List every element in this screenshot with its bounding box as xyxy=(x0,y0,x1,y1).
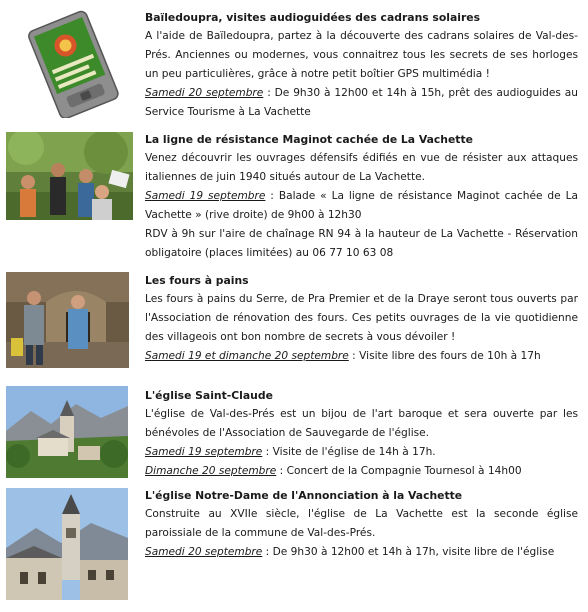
event-title: La ligne de résistance Maginot cachée de La Vachette xyxy=(145,133,473,146)
event-description: Les fours à pains du Serre, de Pra Premier et de la Draye seront tous ouverts par l'Association de rénovation des fours. Ces petits ouvrages de la vie quotidienne des villageois ont bon nombre de secrets à vous dévoiler ! xyxy=(145,293,578,343)
notre-dame-church-photo xyxy=(6,488,128,600)
bread-oven-photo xyxy=(6,272,129,368)
event-schedule-text: Visite de l'église de 14h à 17h. xyxy=(272,446,436,458)
event-description: Venez découvrir les ouvrages défensifs édifiés en vue de résister aux attaques italiennes de juin 1940 situés autour de La Vachette. xyxy=(145,152,578,183)
event-description: A l'aide de Baïledoupra, partez à la découverte des cadrans solaires de Val-des-Prés. Anciennes ou modernes, vous connaitrez tous les secrets de ses horloges un peu particulières, grâce à notre petit boîtier GPS multimédia ! xyxy=(145,30,578,80)
event-schedule: Samedi 20 septembre : De 9h30 à 12h00 et 14h à 15h, prêt des audioguides au Service Tourisme à La Vachette xyxy=(145,87,578,118)
event-date: Samedi 20 septembre xyxy=(145,546,263,558)
event-meeting-info: RDV à 9h sur l'aire de chaînage RN 94 à la hauteur de La Vachette - Réservation obligatoire (places limitées) au 06 77 10 63 08 xyxy=(145,228,578,259)
event-date: Samedi 19 septembre xyxy=(145,446,263,458)
event-description: L'église de Val-des-Prés est un bijou de l'art baroque et sera ouverte par les bénévoles de l'Association de Sauvegarde de l'église. xyxy=(145,408,578,439)
event-description: Construite au XVIIe siècle, l'église de La Vachette est la seconde église paroissiale de la commune de Val-des-Prés. xyxy=(145,508,578,539)
event-schedule: Samedi 19 septembre : Balade « La ligne de résistance Maginot cachée de La Vachette » (rive droite) de 9h00 à 12h30 xyxy=(145,190,578,221)
event-schedule-text: Balade « La ligne de résistance Maginot cachée de La Vachette » (rive droite) de 9h00 à 12h30 xyxy=(145,190,578,221)
event-schedule-text: Concert de la Compagnie Tournesol à 14h00 xyxy=(286,465,522,477)
event-schedule: Samedi 19 et dimanche 20 septembre : Visite libre des fours de 10h à 17h xyxy=(145,350,541,362)
audioguide-device-image xyxy=(18,10,128,118)
event-date: Samedi 19 septembre xyxy=(145,190,266,202)
event-schedule: Samedi 20 septembre : De 9h30 à 12h00 et 14h à 17h, visite libre de l'église xyxy=(145,546,555,558)
event-date: Dimanche 20 septembre xyxy=(145,465,277,477)
saint-claude-church-photo xyxy=(6,386,128,478)
event-schedule: Dimanche 20 septembre : Concert de la Compagnie Tournesol à 14h00 xyxy=(145,465,522,477)
event-date: Samedi 20 septembre xyxy=(145,87,264,99)
event-title: L'église Saint-Claude xyxy=(145,389,273,402)
event-schedule-text: De 9h30 à 12h00 et 14h à 17h, visite libre de l'église xyxy=(272,546,555,558)
event-title: Les fours à pains xyxy=(145,274,249,287)
event-schedule: Samedi 19 septembre : Visite de l'église de 14h à 17h. xyxy=(145,446,436,458)
event-schedule-text: De 9h30 à 12h00 et 14h à 15h, prêt des audioguides au Service Tourisme à La Vachette xyxy=(145,87,578,118)
event-title: Baïledoupra, visites audioguidées des cadrans solaires xyxy=(145,11,481,24)
event-schedule-text: Visite libre des fours de 10h à 17h xyxy=(359,350,541,362)
event-date: Samedi 19 et dimanche 20 septembre xyxy=(145,350,349,362)
event-title: L'église Notre-Dame de l'Annonciation à la Vachette xyxy=(145,489,463,502)
hikers-photo xyxy=(6,132,133,220)
